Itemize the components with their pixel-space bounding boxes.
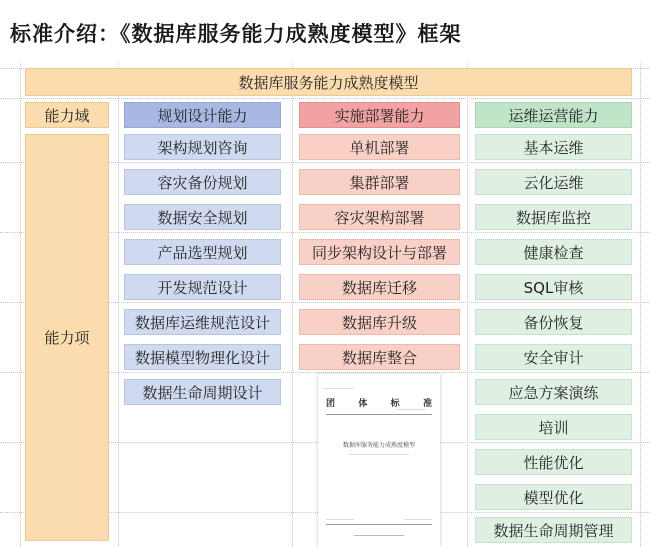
- deployment-item: 数据库升级: [299, 309, 460, 335]
- grid-line: [640, 62, 641, 547]
- document-placeholder-line: [326, 519, 354, 520]
- document-heading-char: 准: [422, 399, 432, 409]
- operations-item: 云化运维: [475, 169, 632, 195]
- grid-line: [467, 62, 468, 547]
- grid-line: [20, 62, 21, 547]
- operations-item: SQL审核: [475, 274, 632, 300]
- planning-item: 容灾备份规划: [124, 169, 281, 195]
- operations-item: 数据生命周期管理: [475, 517, 632, 543]
- planning-item: 架构规划咨询: [124, 134, 281, 160]
- document-placeholder-line: [354, 535, 404, 536]
- items-label: 能力项: [25, 134, 109, 541]
- operations-item: 培训: [475, 414, 632, 440]
- operations-item: 健康检查: [475, 239, 632, 265]
- deployment-item: 容灾架构部署: [299, 204, 460, 230]
- planning-item: 产品选型规划: [124, 239, 281, 265]
- planning-item: 数据生命周期设计: [124, 379, 281, 405]
- operations-item: 备份恢复: [475, 309, 632, 335]
- operations-item: 性能优化: [475, 449, 632, 475]
- column-header-planning: 规划设计能力: [124, 102, 281, 128]
- document-heading-char: 团: [326, 399, 336, 409]
- document-placeholder-line: [404, 519, 432, 520]
- document-placeholder-line: [324, 388, 354, 389]
- document-title: 数据库服务能力成熟度模型: [342, 442, 415, 449]
- deployment-item: 单机部署: [299, 134, 460, 160]
- operations-item: 基本运维: [475, 134, 632, 160]
- document-placeholder-line: [349, 454, 409, 455]
- grid-line: [118, 62, 119, 547]
- model-header: 数据库服务能力成熟度模型: [25, 68, 632, 96]
- planning-item: 开发规范设计: [124, 274, 281, 300]
- operations-item: 模型优化: [475, 484, 632, 510]
- domain-label: 能力域: [25, 102, 109, 128]
- operations-item: 应急方案演练: [475, 379, 632, 405]
- standard-document-thumbnail: [318, 374, 440, 547]
- document-heading: [326, 396, 432, 409]
- deployment-item: 集群部署: [299, 169, 460, 195]
- operations-item: 数据库监控: [475, 204, 632, 230]
- planning-item: 数据库运维规范设计: [124, 309, 281, 335]
- column-header-deployment: 实施部署能力: [299, 102, 460, 128]
- document-heading-char: 标: [390, 399, 400, 409]
- page-title: 标准介绍：《数据库服务能力成熟度模型》框架: [10, 22, 462, 46]
- operations-item: 安全审计: [475, 344, 632, 370]
- document-rule: [326, 524, 432, 525]
- document-heading-char: 体: [358, 399, 368, 409]
- deployment-item: 数据库整合: [299, 344, 460, 370]
- document-rule: [326, 414, 432, 415]
- deployment-item: 数据库迁移: [299, 274, 460, 300]
- planning-item: 数据模型物理化设计: [124, 344, 281, 370]
- planning-item: 数据安全规划: [124, 204, 281, 230]
- grid-line: [292, 62, 293, 547]
- column-header-operations: 运维运营能力: [475, 102, 632, 128]
- document-placeholder-line: [396, 409, 426, 410]
- grid-line: [0, 98, 650, 99]
- deployment-item: 同步架构设计与部署: [299, 239, 460, 265]
